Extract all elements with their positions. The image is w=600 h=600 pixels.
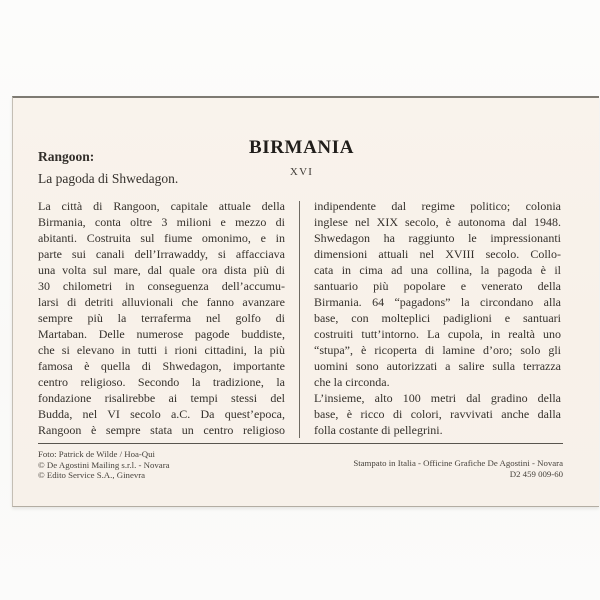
text-column-left	[38, 198, 285, 438]
text-line: Birmania, conta oltre 3 milioni e mezzo di	[38, 215, 285, 229]
text-line: che la circonda.	[314, 375, 390, 389]
text-line: Budda, nel VI secolo a.C. Da quest’epoca,	[38, 407, 285, 421]
caption-title: Rangoon:	[38, 149, 95, 164]
text-line: Foto: Patrick de Wilde / Hoa-Qui	[38, 449, 156, 459]
text-line: una volta sul mare, dal quale ora dista più di	[38, 263, 285, 277]
text-line: La città di Rangoon, capitale attuale della	[38, 199, 285, 213]
text-line: larsi di detriti alluvionali che fanno avanzare	[38, 295, 285, 309]
text-column-right	[314, 198, 561, 438]
text-line: D2 459 009-60	[509, 468, 563, 479]
text-line: Birmania. 64 “pagadons” la circondano alla	[314, 295, 561, 309]
text-line: Martaban. Delle numerose pagode buddiste,	[38, 327, 285, 341]
text-line: che si elevano in tutti i rioni cittadini, la più	[38, 343, 285, 357]
postcard-back	[12, 96, 599, 507]
column-divider-rule	[299, 201, 300, 438]
footer-rule	[38, 443, 563, 444]
text-line: base, con molteplici padiglioni e santuari	[314, 311, 561, 325]
text-line: Rangoon è sempre stata un centro religioso	[38, 423, 285, 437]
text-line: © De Agostini Mailing s.r.l. - Novara	[38, 459, 170, 470]
text-line: © Edito Service S.A., Ginevra	[38, 470, 146, 481]
text-line: L’insieme, alto 100 metri dal gradino della	[314, 391, 561, 405]
printing-info-block	[353, 458, 563, 481]
text-line: sempre più la terraferma nel golfo di	[38, 311, 285, 325]
credits-block	[38, 449, 170, 481]
text-line: uomini sono autorizzati a salire sulla terrazza	[314, 359, 561, 373]
text-line: Stampato in Italia - Officine Grafiche De Agostini - Novara	[353, 458, 563, 468]
card-title: BIRMANIA	[248, 137, 355, 158]
text-line: famosa è quella di Shwedagon, importante	[38, 359, 285, 373]
footer	[38, 449, 563, 481]
text-line: santuario più popolare e venerato della	[314, 279, 561, 293]
text-line: parte sui canali dell’Irrawaddy, si affacciava	[38, 247, 285, 261]
text-line: Shwedagon ha raggiunto le impressionanti	[314, 231, 561, 245]
text-line: 30 chilometri in conseguenza dell’accumu-	[38, 279, 285, 293]
text-line: inglese nel XIX secolo, è autonoma dal 1948.	[314, 215, 561, 229]
text-line: base, è ricco di colori, ravvivati anche dalla	[314, 407, 561, 421]
text-line: cata in cima ad una collina, la pagoda è il	[314, 263, 561, 277]
text-line: dimensioni attuali nel XVIII secolo. Collo-	[314, 247, 561, 261]
caption-block	[38, 146, 178, 190]
text-line: centro religioso. Secondo la tradizione, la	[38, 375, 285, 389]
text-line: indipendente dal regime politico; colonia	[314, 199, 561, 213]
text-line: abitanti. Costruita sul fiume omonimo, e in	[38, 231, 285, 245]
text-line: folla costante di pellegrini.	[314, 423, 443, 437]
caption-subtitle: La pagoda di Shwedagon.	[38, 171, 179, 186]
text-line: fondazione risalirebbe ai tempi stessi del	[38, 391, 285, 405]
series-number: XVI	[289, 166, 314, 178]
text-line: costruiti tutt’intorno. La cupola, in realtà uno	[314, 327, 561, 341]
text-line: “stupa”, è ricoperta di lamine d’oro; solo gli	[314, 343, 561, 357]
